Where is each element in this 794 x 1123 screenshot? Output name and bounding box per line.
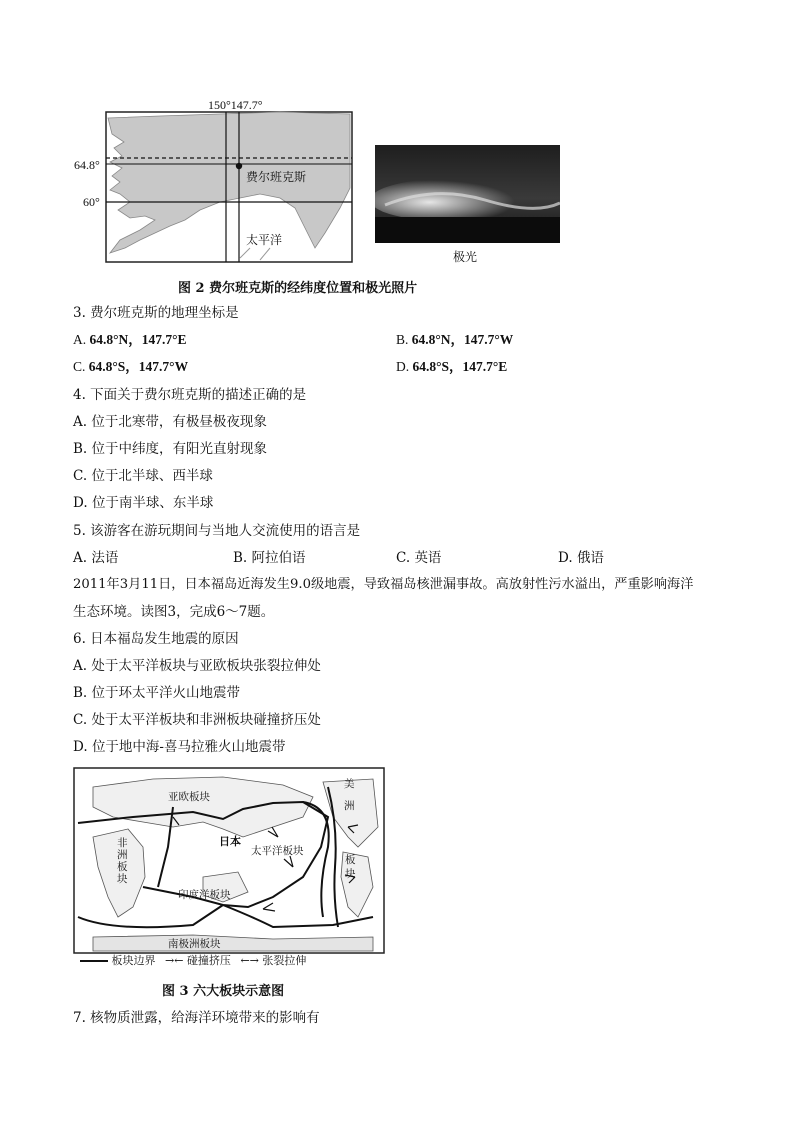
q4-option-d[interactable] [73, 494, 213, 512]
label-char: 块 [345, 868, 356, 880]
option-key: D. [558, 550, 573, 566]
option-key: B. [396, 332, 409, 347]
q4-option-c[interactable] [73, 467, 213, 485]
q5-option-d[interactable] [558, 549, 604, 567]
option-key: C. [73, 468, 88, 484]
option-text: 处于太平洋板块和非洲板块碰撞挤压处 [91, 712, 321, 728]
label-char: 洲 [117, 849, 128, 861]
option-text: 位于地中海-喜马拉雅火山地震带 [91, 739, 286, 755]
option-text: 法语 [91, 550, 119, 566]
q6-option-c[interactable] [73, 711, 321, 729]
figure3-plate-map [73, 767, 385, 957]
question-6-stem: 6. 日本福岛发生地震的原因 [73, 631, 239, 647]
passage-line-2: 生态环境。读图3，完成6～7题。 [73, 604, 275, 620]
latitude-label-60: 60° [83, 195, 100, 209]
q6-option-d[interactable] [73, 738, 286, 756]
option-key: D. [73, 495, 88, 511]
collision-arrow-icon: →← [165, 954, 184, 967]
figure2-map [100, 98, 355, 268]
option-key: B. [73, 685, 88, 701]
q3-option-d[interactable] [396, 358, 507, 376]
option-key: D. [73, 739, 88, 755]
label-char: 美 [344, 778, 355, 790]
figure3-caption: 图 3 六大板块示意图 [162, 984, 285, 999]
option-text: 64.8°N，147.7°W [411, 332, 514, 347]
option-text: 英语 [414, 550, 442, 566]
option-key: A. [73, 332, 87, 347]
option-text: 位于环太平洋火山地震带 [91, 685, 241, 701]
aurora-photo-graphic [375, 145, 560, 243]
legend-rift: 张裂拉伸 [262, 954, 307, 967]
label-char: 非 [117, 837, 128, 849]
label-africa-plate [117, 837, 129, 885]
q4-option-a[interactable] [73, 413, 267, 431]
label-indian-plate: 印度洋板块 [178, 889, 231, 901]
label-pacific-plate: 太平洋板块 [251, 845, 304, 857]
question-4-stem: 4. 下面关于费尔班克斯的描述正确的是 [73, 387, 307, 403]
label-char: 洲 [344, 800, 355, 812]
legend-boundary: 板块边界 [111, 954, 156, 967]
option-key: A. [73, 658, 88, 674]
label-japan: 日本 [219, 835, 241, 848]
alaska-map-graphic [100, 98, 355, 268]
q5-option-b[interactable] [233, 549, 306, 567]
option-key: C. [396, 550, 411, 566]
passage-line-1: 2011年3月11日，日本福岛近海发生9.0级地震，导致福岛核泄漏事故。高放射性污水溢出，严重影响海洋 [73, 577, 694, 592]
question-5-stem: 5. 该游客在游玩期间与当地人交流使用的语言是 [73, 523, 361, 539]
label-america-plate-bottom [345, 853, 356, 881]
q6-option-a[interactable] [73, 657, 321, 675]
label-antarctic-plate: 南极洲板块 [168, 938, 221, 950]
option-text: 64.8°N，147.7°E [89, 332, 187, 347]
option-text: 位于南半球、东半球 [91, 495, 214, 511]
option-key: A. [73, 550, 88, 566]
option-key: A. [73, 414, 88, 430]
option-text: 位于北寒带，有极昼极夜现象 [91, 414, 267, 430]
rift-arrow-icon: ←→ [240, 954, 259, 967]
ocean-label: 太平洋 [246, 233, 283, 247]
aurora-caption: 极光 [453, 250, 478, 264]
option-key: B. [73, 441, 88, 457]
question-3-stem: 3. 费尔班克斯的地理坐标是 [73, 305, 239, 321]
option-text: 处于太平洋板块与亚欧板块张裂拉伸处 [91, 658, 321, 674]
label-char: 块 [117, 873, 128, 885]
option-text: 阿拉伯语 [251, 550, 306, 566]
option-key: C. [73, 712, 88, 728]
q3-option-c[interactable] [73, 358, 188, 376]
option-text: 64.8°S，147.7°W [88, 359, 189, 374]
aurora-photo [375, 145, 560, 243]
option-key: C. [73, 359, 86, 374]
option-text: 64.8°S，147.7°E [412, 359, 508, 374]
figure3-legend [80, 952, 306, 968]
q5-option-a[interactable] [73, 549, 118, 567]
label-eurasia-plate: 亚欧板块 [168, 791, 210, 803]
figure2-caption: 图 2 费尔班克斯的经纬度位置和极光照片 [178, 281, 418, 296]
q3-option-b[interactable] [396, 331, 513, 349]
question-7-stem: 7. 核物质泄露，给海洋环境带来的影响有 [73, 1010, 320, 1026]
q3-option-a[interactable] [73, 331, 187, 349]
option-key: B. [233, 550, 248, 566]
q5-option-c[interactable] [396, 549, 441, 567]
legend-collision: 碰撞挤压 [186, 954, 231, 967]
city-label: 费尔班克斯 [246, 170, 307, 184]
q4-option-b[interactable] [73, 440, 267, 458]
option-text: 位于中纬度，有阳光直射现象 [91, 441, 268, 457]
label-char: 板 [345, 854, 356, 866]
q6-option-b[interactable] [73, 684, 240, 702]
longitude-label: 150°147.7° [208, 98, 263, 112]
option-text: 位于北半球、西半球 [91, 468, 213, 484]
option-text: 俄语 [576, 550, 604, 566]
label-america-plate-top [344, 777, 355, 813]
boundary-line-icon [80, 960, 108, 962]
latitude-label-64: 64.8° [74, 158, 100, 172]
option-key: D. [396, 359, 410, 374]
label-char: 板 [117, 861, 128, 873]
